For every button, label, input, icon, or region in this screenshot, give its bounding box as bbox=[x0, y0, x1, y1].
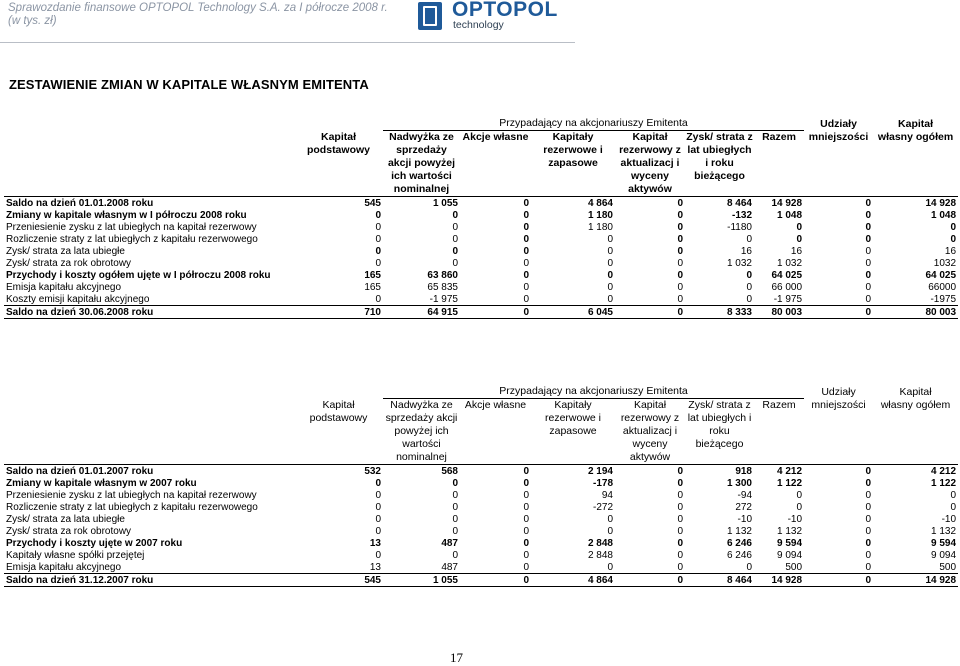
cell-value: 1 032 bbox=[777, 257, 803, 269]
cell-value: 0 bbox=[452, 221, 458, 233]
table-row bbox=[4, 293, 958, 306]
cell-value: 1 132 bbox=[777, 525, 803, 537]
cell-value: 14 928 bbox=[873, 574, 958, 587]
cell-value: 0 bbox=[523, 257, 529, 269]
cell-value: 0 bbox=[950, 501, 957, 513]
cell-value: 4 212 bbox=[754, 465, 804, 478]
equity-changes-table-2008 bbox=[4, 116, 958, 319]
cell-value: 0 bbox=[865, 501, 872, 513]
cell-value: 64 025 bbox=[925, 269, 957, 281]
cell-value: 8 333 bbox=[685, 306, 754, 319]
company-logo bbox=[418, 0, 558, 34]
cell-value: 0 bbox=[865, 233, 872, 245]
cell-value: 0 bbox=[375, 257, 381, 269]
cell-value: 0 bbox=[796, 489, 803, 501]
cell-value: 6 045 bbox=[531, 306, 615, 319]
col-header-reserve-capital: Kapitały rezerwowe i zapasowe bbox=[544, 399, 602, 437]
cell-value: 14 928 bbox=[754, 197, 804, 210]
equity-changes-table-2007 bbox=[4, 384, 958, 587]
table-row bbox=[4, 257, 958, 269]
cell-value: 0 bbox=[677, 245, 683, 257]
col-header-minority-top: Udziały bbox=[820, 117, 857, 130]
page-number: 17 bbox=[450, 650, 463, 665]
logo-subtitle: technology bbox=[453, 19, 504, 31]
table-row bbox=[4, 549, 958, 561]
cell-value: 0 bbox=[375, 233, 381, 245]
col-header-share-premium: Nadwyżka ze sprzedaży akcji powyżej ich wartości nominalnej bbox=[387, 131, 456, 195]
section-title: ZESTAWIENIE ZMIAN W KAPITALE WŁASNYM EMITENTA bbox=[9, 77, 369, 92]
cell-value: 1 132 bbox=[726, 525, 752, 537]
cell-value: 0 bbox=[523, 537, 529, 549]
cell-value: 487 bbox=[441, 561, 458, 573]
cell-value: 1032 bbox=[933, 257, 957, 269]
cell-value: 0 bbox=[796, 221, 803, 233]
cell-value: 63 860 bbox=[427, 269, 458, 281]
cell-value: 16 bbox=[944, 245, 957, 257]
table-row bbox=[4, 525, 958, 537]
table-row bbox=[4, 477, 958, 489]
cell-value: 65 835 bbox=[427, 281, 458, 293]
col-header-subtotal: Razem bbox=[762, 399, 796, 411]
cell-value: 2 848 bbox=[587, 537, 613, 549]
cell-value: -178 bbox=[592, 477, 613, 489]
cell-value: 0 bbox=[865, 269, 872, 281]
cell-value: 0 bbox=[677, 501, 683, 513]
cell-value: 0 bbox=[865, 525, 872, 537]
cell-value: 0 bbox=[677, 561, 683, 573]
cell-value: 4 212 bbox=[873, 465, 958, 478]
cell-value: 0 bbox=[615, 465, 685, 478]
cell-value: 0 bbox=[677, 233, 683, 245]
cell-value: 0 bbox=[523, 477, 529, 489]
cell-value: 0 bbox=[804, 465, 873, 478]
table-row bbox=[4, 561, 958, 574]
cell-value: 0 bbox=[615, 197, 685, 210]
cell-value: 0 bbox=[796, 233, 803, 245]
cell-value: 0 bbox=[452, 245, 458, 257]
cell-value: 0 bbox=[804, 197, 873, 210]
cell-value: -10 bbox=[787, 513, 803, 525]
cell-value: 0 bbox=[375, 513, 381, 525]
cell-value: 0 bbox=[746, 233, 752, 245]
cell-value: 0 bbox=[615, 574, 685, 587]
cell-value: 9 094 bbox=[931, 549, 957, 561]
cell-value: -272 bbox=[592, 501, 613, 513]
document-header-title bbox=[8, 2, 388, 28]
logo-name: OPTOPOL bbox=[452, 0, 558, 21]
header-divider bbox=[0, 42, 575, 43]
cell-value: 710 bbox=[294, 306, 383, 319]
col-header-minority-bottom: mniejszości bbox=[811, 398, 866, 411]
cell-value: 0 bbox=[452, 489, 458, 501]
cell-value: 0 bbox=[746, 561, 752, 573]
row-label: Zysk/ strata za rok obrotowy bbox=[6, 525, 132, 537]
cell-value: 0 bbox=[865, 281, 872, 293]
cell-value: -94 bbox=[737, 489, 752, 501]
cell-value: 0 bbox=[865, 537, 872, 549]
cell-value: 0 bbox=[460, 197, 531, 210]
cell-value: 0 bbox=[950, 221, 957, 233]
cell-value: 0 bbox=[746, 269, 752, 281]
cell-value: 0 bbox=[677, 537, 683, 549]
cell-value: 0 bbox=[865, 477, 872, 489]
cell-value: 1 032 bbox=[726, 257, 752, 269]
table-row bbox=[4, 537, 958, 549]
cell-value: 8 464 bbox=[685, 197, 754, 210]
cell-value: 80 003 bbox=[873, 306, 958, 319]
table-row bbox=[4, 489, 958, 501]
table-row bbox=[4, 574, 958, 587]
cell-value: 568 bbox=[383, 465, 460, 478]
row-label: Zysk/ strata za rok obrotowy bbox=[6, 257, 132, 269]
cell-value: 0 bbox=[607, 269, 613, 281]
cell-value: 0 bbox=[607, 233, 613, 245]
cell-value: 0 bbox=[865, 489, 872, 501]
cell-value: 1 048 bbox=[931, 209, 957, 221]
cell-value: 64 025 bbox=[771, 269, 803, 281]
col-header-share-premium: Nadwyżka ze sprzedaży akcji powyżej ich wartości nominalnej bbox=[385, 399, 458, 463]
cell-value: 0 bbox=[865, 209, 872, 221]
cell-value: 13 bbox=[369, 561, 381, 573]
cell-value: 1 055 bbox=[383, 197, 460, 210]
cell-value: 0 bbox=[375, 525, 381, 537]
cell-value: 272 bbox=[735, 501, 752, 513]
cell-value: 0 bbox=[677, 489, 683, 501]
cell-value: 4 864 bbox=[531, 197, 615, 210]
cell-value: 0 bbox=[677, 549, 683, 561]
col-header-revaluation-reserve: Kapitał rezerwowy z aktualizacj i wyceny aktywów bbox=[619, 131, 681, 195]
row-label: Koszty emisji kapitału akcyjnego bbox=[6, 293, 150, 305]
cell-value: 0 bbox=[950, 233, 957, 245]
cell-value: 0 bbox=[452, 501, 458, 513]
cell-value: -132 bbox=[731, 209, 752, 221]
cell-value: 9 594 bbox=[777, 537, 803, 549]
cell-value: 0 bbox=[950, 489, 957, 501]
table-row bbox=[4, 233, 958, 245]
table-row bbox=[4, 197, 958, 210]
row-label: Rozliczenie straty z lat ubiegłych z kapitału rezerwowego bbox=[6, 501, 258, 513]
cell-value: 0 bbox=[607, 281, 613, 293]
cell-value: 545 bbox=[294, 574, 383, 587]
cell-value: 0 bbox=[452, 209, 458, 221]
cell-value: 0 bbox=[865, 293, 872, 305]
cell-value: 0 bbox=[677, 525, 683, 537]
logo-mark-icon bbox=[418, 2, 442, 30]
col-header-treasury-shares: Akcje własne bbox=[462, 131, 529, 143]
cell-value: 0 bbox=[452, 257, 458, 269]
table-row bbox=[4, 306, 958, 319]
cell-value: 6 246 bbox=[726, 549, 752, 561]
cell-value: 9 094 bbox=[777, 549, 803, 561]
cell-value: 2 194 bbox=[531, 465, 615, 478]
cell-value: 0 bbox=[677, 209, 683, 221]
cell-value: 1 122 bbox=[931, 477, 957, 489]
cell-value: 14 928 bbox=[754, 574, 804, 587]
row-label: Zysk/ strata za lata ubiegłe bbox=[6, 513, 125, 525]
cell-value: 0 bbox=[607, 293, 613, 305]
cell-value: 0 bbox=[677, 269, 683, 281]
cell-value: 0 bbox=[607, 513, 613, 525]
cell-value: 0 bbox=[375, 477, 381, 489]
cell-value: 0 bbox=[677, 281, 683, 293]
cell-value: 0 bbox=[865, 221, 872, 233]
cell-value: 0 bbox=[375, 245, 381, 257]
cell-value: 0 bbox=[677, 477, 683, 489]
row-label: Emisja kapitału akcyjnego bbox=[6, 281, 122, 293]
col-header-retained-earnings: Zysk/ strata z lat ubiegłych i roku bieżącego bbox=[686, 131, 753, 182]
cell-value: 0 bbox=[523, 233, 529, 245]
cell-value: 0 bbox=[607, 245, 613, 257]
cell-value: 0 bbox=[523, 501, 529, 513]
cell-value: 80 003 bbox=[754, 306, 804, 319]
table-row bbox=[4, 465, 958, 478]
col-header-subtotal: Razem bbox=[762, 131, 796, 143]
row-label: Rozliczenie straty z lat ubiegłych z kapitału rezerwowego bbox=[6, 233, 258, 245]
cell-value: -1180 bbox=[727, 221, 752, 233]
cell-value: -10 bbox=[737, 513, 752, 525]
cell-value: 532 bbox=[294, 465, 383, 478]
col-header-total-bottom: własny ogółem bbox=[880, 398, 951, 411]
table-row bbox=[4, 513, 958, 525]
cell-value: 487 bbox=[441, 537, 458, 549]
cell-value: 0 bbox=[865, 561, 872, 573]
cell-value: 0 bbox=[523, 281, 529, 293]
cell-value: 0 bbox=[523, 269, 529, 281]
cell-value: 0 bbox=[607, 257, 613, 269]
cell-value: 0 bbox=[804, 574, 873, 587]
header-title-line1: Sprawozdanie finansowe OPTOPOL Technology S.A. za I półrocze 2008 r. bbox=[8, 2, 388, 14]
group-header: Przypadający na akcjonariuszy Emitenta bbox=[383, 116, 804, 131]
table-row bbox=[4, 209, 958, 221]
col-header-minority-bottom: mniejszości bbox=[808, 130, 869, 143]
cell-value: 0 bbox=[804, 306, 873, 319]
cell-value: 918 bbox=[685, 465, 754, 478]
row-label: Zmiany w kapitale własnym w I półroczu 2008 roku bbox=[6, 209, 247, 221]
col-header-revaluation-reserve: Kapitał rezerwowy z aktualizacj i wyceny aktywów bbox=[620, 399, 680, 463]
cell-value: 0 bbox=[460, 465, 531, 478]
table-row bbox=[4, 281, 958, 293]
cell-value: 0 bbox=[746, 281, 752, 293]
row-label: Przeniesienie zysku z lat ubiegłych na kapitał rezerwowy bbox=[6, 221, 257, 233]
table-row bbox=[4, 501, 958, 513]
cell-value: 0 bbox=[865, 513, 872, 525]
cell-value: 6 246 bbox=[726, 537, 752, 549]
row-label: Saldo na dzień 01.01.2008 roku bbox=[4, 197, 294, 210]
header-title-line2: (w tys. zł) bbox=[8, 15, 57, 27]
cell-value: 0 bbox=[523, 293, 529, 305]
row-label: Przychody i koszty ogółem ujęte w I półroczu 2008 roku bbox=[6, 269, 271, 281]
cell-value: 0 bbox=[677, 513, 683, 525]
cell-value: 545 bbox=[294, 197, 383, 210]
cell-value: 0 bbox=[796, 501, 803, 513]
cell-value: 0 bbox=[677, 221, 683, 233]
cell-value: 0 bbox=[523, 513, 529, 525]
table-row bbox=[4, 245, 958, 257]
cell-value: 0 bbox=[677, 293, 683, 305]
row-label: Przeniesienie zysku z lat ubiegłych na kapitał rezerwowy bbox=[6, 489, 257, 501]
table-row bbox=[4, 269, 958, 281]
col-header-total-bottom: własny ogółem bbox=[877, 130, 954, 143]
cell-value: 0 bbox=[375, 489, 381, 501]
cell-value: 165 bbox=[364, 281, 381, 293]
cell-value: 0 bbox=[452, 513, 458, 525]
cell-value: 2 848 bbox=[587, 549, 613, 561]
cell-value: 0 bbox=[375, 549, 381, 561]
cell-value: 0 bbox=[746, 293, 752, 305]
cell-value: 0 bbox=[865, 549, 872, 561]
cell-value: 66000 bbox=[928, 281, 957, 293]
col-header-share-capital: Kapitał podstawowy bbox=[306, 130, 370, 156]
cell-value: 1 122 bbox=[777, 477, 803, 489]
table-row bbox=[4, 221, 958, 233]
cell-value: 0 bbox=[677, 257, 683, 269]
cell-value: -10 bbox=[941, 513, 957, 525]
row-label: Przychody i koszty ujęte w 2007 roku bbox=[6, 537, 183, 549]
col-header-share-capital: Kapitał podstawowy bbox=[309, 398, 368, 424]
cell-value: 66 000 bbox=[771, 281, 803, 293]
cell-value: 0 bbox=[460, 306, 531, 319]
cell-value: -1975 bbox=[930, 293, 957, 305]
cell-value: 64 915 bbox=[383, 306, 460, 319]
row-label: Saldo na dzień 31.12.2007 roku bbox=[4, 574, 294, 587]
cell-value: 8 464 bbox=[685, 574, 754, 587]
cell-value: 4 864 bbox=[531, 574, 615, 587]
cell-value: 0 bbox=[607, 525, 613, 537]
cell-value: 0 bbox=[523, 209, 529, 221]
cell-value: 0 bbox=[460, 574, 531, 587]
cell-value: 1 132 bbox=[931, 525, 957, 537]
col-header-total-top: Kapitał bbox=[899, 385, 932, 398]
cell-value: 500 bbox=[939, 561, 957, 573]
cell-value: 94 bbox=[601, 489, 613, 501]
cell-value: 16 bbox=[790, 245, 803, 257]
cell-value: 0 bbox=[375, 209, 381, 221]
row-label: Saldo na dzień 01.01.2007 roku bbox=[4, 465, 294, 478]
cell-value: 500 bbox=[785, 561, 803, 573]
row-label: Zmiany w kapitale własnym w 2007 roku bbox=[6, 477, 197, 489]
cell-value: 0 bbox=[452, 525, 458, 537]
col-header-minority-top: Udziały bbox=[821, 385, 856, 398]
cell-value: 14 928 bbox=[873, 197, 958, 210]
col-header-total-top: Kapitał bbox=[898, 117, 934, 130]
cell-value: 9 594 bbox=[931, 537, 957, 549]
cell-value: 0 bbox=[523, 221, 529, 233]
cell-value: 0 bbox=[615, 306, 685, 319]
col-header-treasury-shares: Akcje własne bbox=[464, 399, 527, 411]
cell-value: 165 bbox=[364, 269, 381, 281]
cell-value: 16 bbox=[740, 245, 752, 257]
cell-value: 0 bbox=[865, 257, 872, 269]
cell-value: 0 bbox=[523, 489, 529, 501]
col-header-retained-earnings: Zysk/ strata z lat ubiegłych i roku bieżącego bbox=[687, 399, 752, 450]
cell-value: 0 bbox=[523, 549, 529, 561]
row-label: Zysk/ strata za lata ubiegłe bbox=[6, 245, 125, 257]
row-label: Emisja kapitału akcyjnego bbox=[6, 561, 122, 573]
cell-value: 0 bbox=[452, 549, 458, 561]
cell-value: -1 975 bbox=[429, 293, 458, 305]
cell-value: 0 bbox=[523, 525, 529, 537]
row-label: Saldo na dzień 30.06.2008 roku bbox=[4, 306, 294, 319]
cell-value: 0 bbox=[375, 501, 381, 513]
cell-value: 0 bbox=[865, 245, 872, 257]
cell-value: 1 055 bbox=[383, 574, 460, 587]
cell-value: 1 180 bbox=[587, 221, 613, 233]
group-header: Przypadający na akcjonariuszy Emitenta bbox=[383, 384, 804, 399]
cell-value: 0 bbox=[523, 245, 529, 257]
cell-value: -1 975 bbox=[773, 293, 803, 305]
row-label: Kapitały własne spółki przejętej bbox=[6, 549, 145, 561]
cell-value: 0 bbox=[523, 561, 529, 573]
cell-value: 0 bbox=[607, 561, 613, 573]
cell-value: 0 bbox=[452, 233, 458, 245]
cell-value: 0 bbox=[375, 293, 381, 305]
cell-value: 0 bbox=[452, 477, 458, 489]
cell-value: 0 bbox=[375, 221, 381, 233]
cell-value: 13 bbox=[369, 537, 381, 549]
col-header-reserve-capital: Kapitały rezerwowe i zapasowe bbox=[543, 131, 603, 169]
cell-value: 1 300 bbox=[726, 477, 752, 489]
cell-value: 1 048 bbox=[777, 209, 803, 221]
cell-value: 1 180 bbox=[587, 209, 613, 221]
